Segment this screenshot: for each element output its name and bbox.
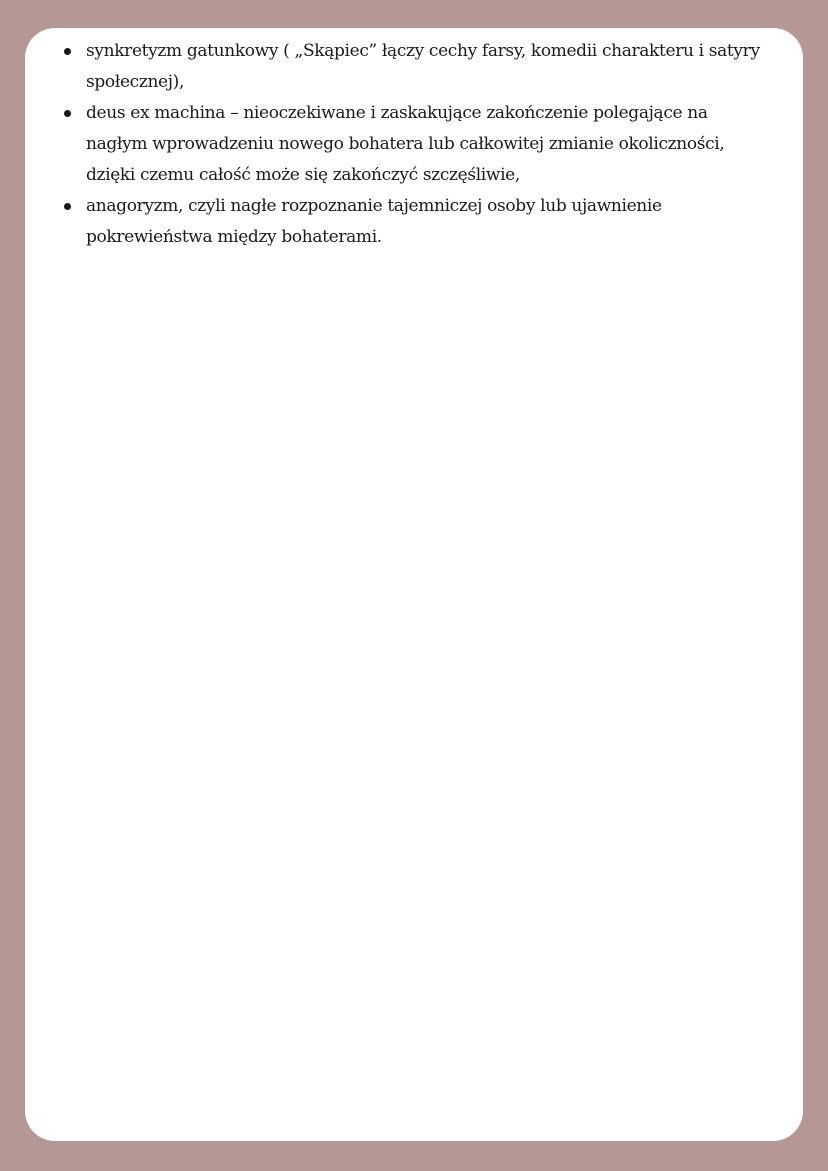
bullet-text-line: anagoryzm, czyli nagłe rozpoznanie tajemniczej osoby lub ujawnienie (86, 196, 662, 216)
list-item (25, 36, 803, 98)
bullet-text-line: nagłym wprowadzeniu nowego bohatera lub całkowitej zmianie okoliczności, (86, 134, 725, 154)
bullet-text-line: pokrewieństwa między bohaterami. (86, 227, 382, 247)
bullet-icon (64, 203, 71, 210)
content-card (25, 28, 803, 1141)
bullet-text-line: społecznej), (86, 72, 185, 92)
bullet-text-line: dzięki czemu całość może się zakończyć szczęśliwie, (86, 165, 520, 185)
bullet-text-line: synkretyzm gatunkowy ( „Skąpiec” łączy cechy farsy, komedii charakteru i satyry (86, 41, 760, 61)
list-item (25, 191, 803, 253)
bullet-list (25, 36, 803, 253)
list-item (25, 98, 803, 191)
bullet-icon (64, 48, 71, 55)
bullet-icon (64, 110, 71, 117)
bullet-text-line: deus ex machina – nieoczekiwane i zaskakujące zakończenie polegające na (86, 103, 708, 123)
